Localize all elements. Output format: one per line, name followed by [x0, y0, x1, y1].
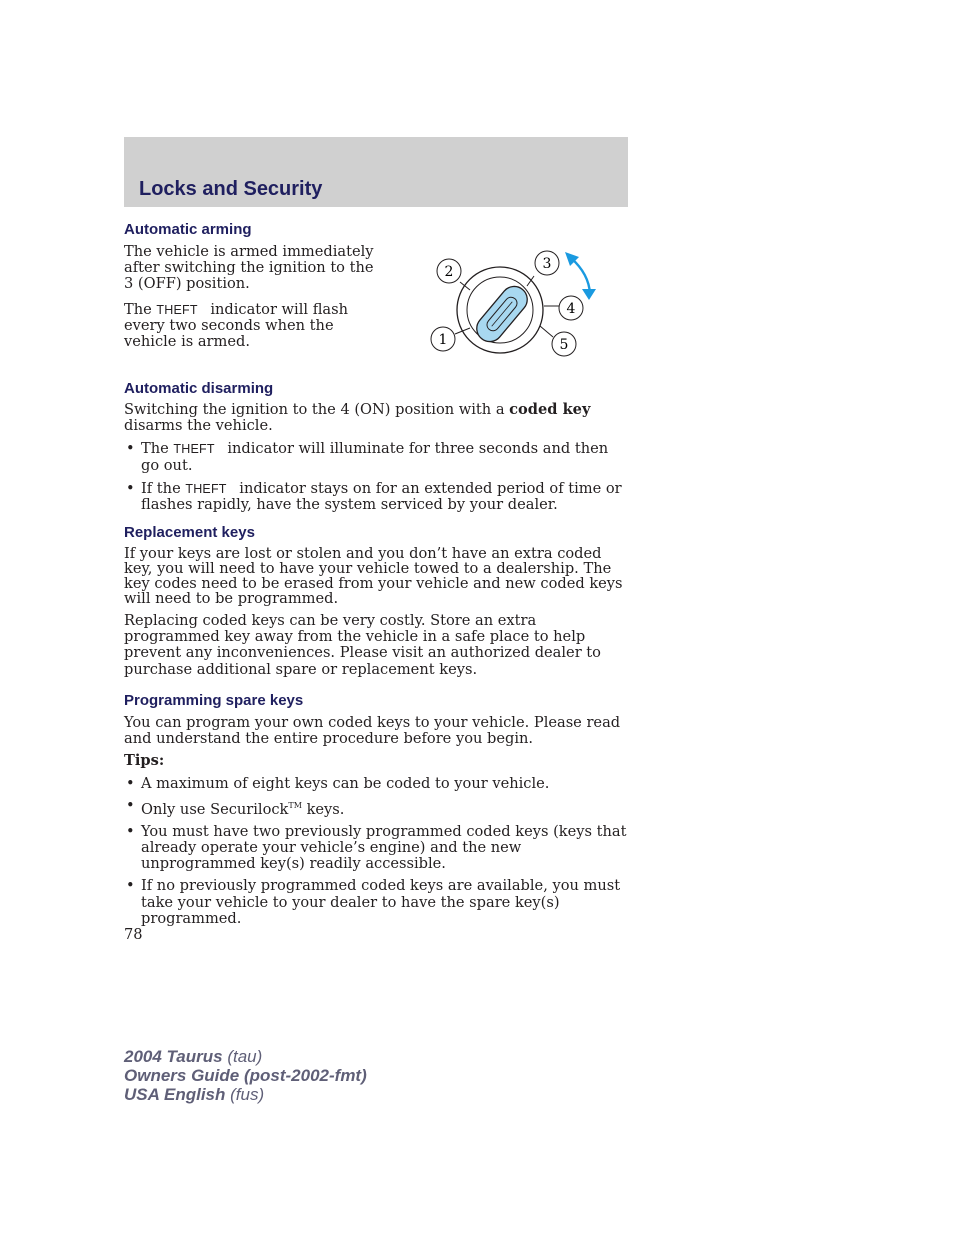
- leader-line-2: [460, 282, 470, 290]
- disarming-bullet-list: [124, 441, 629, 513]
- position-label-4: [559, 296, 583, 320]
- automatic-arming-text: [124, 244, 379, 350]
- automatic-arming-section: [124, 221, 629, 239]
- automatic-arming-paragraph-2: The THEFT indicator will flash every two seconds when the vehicle is armed.: [124, 300, 349, 351]
- section-header-band: [124, 137, 628, 207]
- position-label-2: [437, 259, 461, 283]
- page-number: 78: [124, 926, 143, 943]
- section-title: Locks and Security: [139, 178, 323, 200]
- list-item: • If no previously programmed coded keys are available, you must take your vehicle to your dealer to have the spare key(s) programmed.: [124, 878, 629, 927]
- heading-automatic-arming: Automatic arming: [124, 221, 252, 238]
- svg-text:1: 1: [438, 332, 448, 348]
- rotation-arc: [571, 258, 590, 294]
- list-item: • A maximum of eight keys can be coded to your vehicle.: [124, 776, 629, 792]
- replacement-keys-section: [124, 524, 629, 678]
- heading-replacement-keys: Replacement keys: [124, 524, 255, 541]
- svg-text:4: 4: [566, 301, 576, 317]
- tips-label: Tips:: [124, 752, 165, 770]
- theft-indicator-label: THEFT: [156, 302, 198, 317]
- automatic-arming-paragraph-1: The vehicle is armed immediately after switching the ignition to the 3 (OFF) position.: [124, 243, 374, 293]
- theft-indicator-label: THEFT: [185, 481, 227, 496]
- leader-line-5: [540, 326, 553, 337]
- automatic-disarming-intro: Switching the ignition to the 4 (ON) position with a coded key disarms the vehicle.: [124, 401, 591, 435]
- footer-line-3: USA English (fus): [124, 1085, 265, 1104]
- svg-text:3: 3: [542, 256, 552, 272]
- coded-key-emphasis: coded key: [509, 401, 591, 418]
- position-label-5: [552, 332, 576, 356]
- footer-line-2: Owners Guide (post-2002-fmt): [124, 1066, 367, 1085]
- programming-spare-keys-section: [124, 692, 629, 927]
- list-item: • If the THEFT indicator stays on for an extended period of time or flashes rapidly, have the system serviced by your dealer.: [124, 481, 629, 513]
- list-item: • Only use Securilock™ keys.: [124, 798, 629, 818]
- key-cylinder: [471, 281, 532, 347]
- tips-bullet-list: [124, 776, 629, 927]
- svg-text:2: 2: [444, 264, 454, 280]
- heading-automatic-disarming: Automatic disarming: [124, 380, 274, 397]
- automatic-disarming-section: [124, 380, 629, 513]
- position-label-3: [535, 251, 559, 275]
- position-label-1: [431, 327, 455, 351]
- arrow-head-down-icon: [582, 289, 596, 300]
- list-item: • The THEFT indicator will illuminate for three seconds and then go out.: [124, 441, 629, 473]
- heading-programming-spare-keys: Programming spare keys: [124, 692, 304, 709]
- replacement-keys-paragraph-2: Replacing coded keys can be very costly. Store an extra programmed key away from the vehicle in a safe place to help prevent any inconveniences. Please visit an authorized dealer to purchase additional spare or replacement keys.: [124, 612, 601, 678]
- footer-line-1: 2004 Taurus (tau): [124, 1047, 263, 1066]
- document-footer: [124, 1047, 367, 1104]
- svg-text:5: 5: [559, 337, 569, 353]
- theft-indicator-label: THEFT: [173, 442, 215, 457]
- leader-line-1: [455, 328, 470, 334]
- ignition-position-diagram: [424, 244, 604, 364]
- list-item: • You must have two previously programmed coded keys (keys that already operate your vehicle’s engine) and the new unprogrammed key(s) readily accessible.: [124, 824, 629, 873]
- programming-intro: You can program your own coded keys to your vehicle. Please read and understand the entire procedure before you begin.: [124, 714, 621, 748]
- replacement-keys-paragraph-1: If your keys are lost or stolen and you don’t have an extra coded key, you will need to have your vehicle towed to a dealership. The key codes need to be erased from your vehicle and new coded keys will need to be programmed.: [124, 545, 623, 607]
- trademark-mark: TM: [288, 800, 302, 810]
